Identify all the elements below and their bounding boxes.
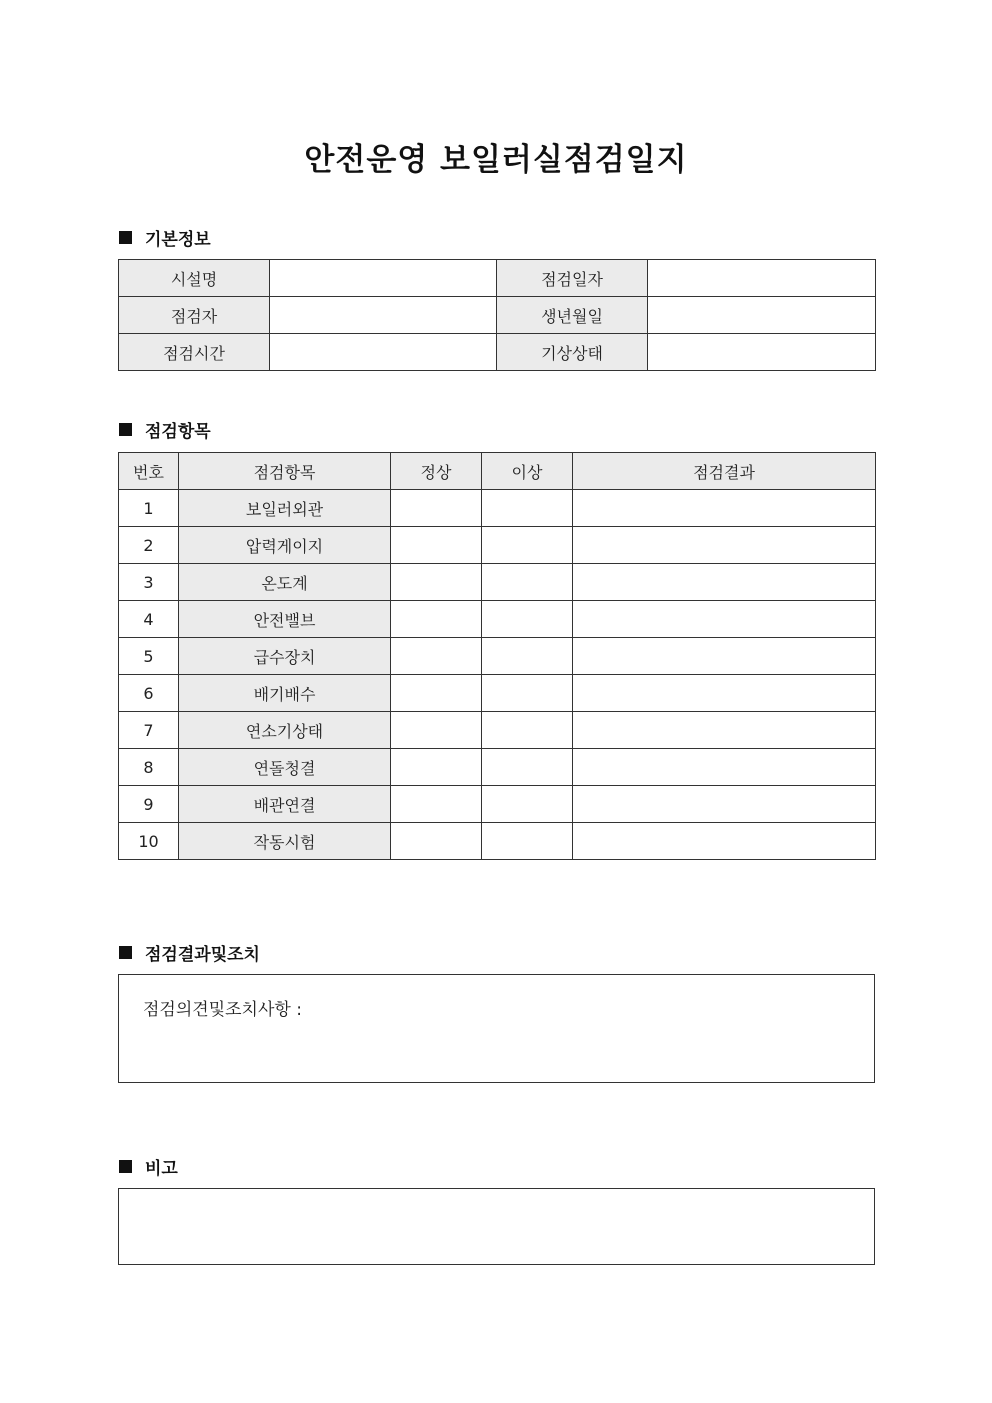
section-items xyxy=(119,417,211,442)
abnormal-cell[interactable] xyxy=(482,712,573,749)
inspection-items-table xyxy=(118,452,876,860)
section-remarks-label: 비고 xyxy=(145,1159,178,1179)
result-action-box[interactable] xyxy=(118,974,875,1083)
table-row xyxy=(119,638,876,675)
section-remarks xyxy=(119,1154,178,1179)
section-result xyxy=(119,940,260,965)
result-cell[interactable] xyxy=(573,638,876,675)
abnormal-cell[interactable] xyxy=(482,527,573,564)
normal-cell[interactable] xyxy=(391,490,482,527)
table-row xyxy=(119,260,876,297)
date-field[interactable] xyxy=(648,260,876,297)
result-cell[interactable] xyxy=(573,712,876,749)
header-abnormal: 이상 xyxy=(482,453,573,490)
table-row xyxy=(119,749,876,786)
normal-cell[interactable] xyxy=(391,749,482,786)
row-number: 2 xyxy=(119,527,179,564)
inspector-field[interactable] xyxy=(270,297,497,334)
result-cell[interactable] xyxy=(573,749,876,786)
facility-label: 시설명 xyxy=(119,260,270,297)
header-item: 점검항목 xyxy=(179,453,391,490)
row-item: 작동시험 xyxy=(179,823,391,860)
abnormal-cell[interactable] xyxy=(482,786,573,823)
normal-cell[interactable] xyxy=(391,786,482,823)
facility-field[interactable] xyxy=(270,260,497,297)
row-item: 온도계 xyxy=(179,564,391,601)
header-result: 점검결과 xyxy=(573,453,876,490)
row-number: 10 xyxy=(119,823,179,860)
normal-cell[interactable] xyxy=(391,638,482,675)
time-field[interactable] xyxy=(270,334,497,371)
row-item: 연소기상태 xyxy=(179,712,391,749)
normal-cell[interactable] xyxy=(391,564,482,601)
result-cell[interactable] xyxy=(573,823,876,860)
normal-cell[interactable] xyxy=(391,527,482,564)
abnormal-cell[interactable] xyxy=(482,823,573,860)
row-number: 8 xyxy=(119,749,179,786)
row-item: 보일러외관 xyxy=(179,490,391,527)
result-cell[interactable] xyxy=(573,601,876,638)
row-item: 급수장치 xyxy=(179,638,391,675)
table-row xyxy=(119,564,876,601)
normal-cell[interactable] xyxy=(391,712,482,749)
table-row xyxy=(119,601,876,638)
date-label: 점검일자 xyxy=(497,260,648,297)
table-row xyxy=(119,786,876,823)
document-title: 안전운영 보일러실점검일지 xyxy=(304,142,688,178)
row-item: 연돌청결 xyxy=(179,749,391,786)
abnormal-cell[interactable] xyxy=(482,564,573,601)
table-header-row xyxy=(119,453,876,490)
section-basic-info xyxy=(119,225,211,250)
section-result-label: 점검결과및조치 xyxy=(145,945,260,965)
weather-label: 기상상태 xyxy=(497,334,648,371)
table-row xyxy=(119,490,876,527)
row-number: 4 xyxy=(119,601,179,638)
abnormal-cell[interactable] xyxy=(482,749,573,786)
row-number: 6 xyxy=(119,675,179,712)
result-cell[interactable] xyxy=(573,675,876,712)
row-number: 3 xyxy=(119,564,179,601)
row-number: 1 xyxy=(119,490,179,527)
row-item: 배관연결 xyxy=(179,786,391,823)
table-row xyxy=(119,334,876,371)
row-item: 안전밸브 xyxy=(179,601,391,638)
row-number: 5 xyxy=(119,638,179,675)
table-row xyxy=(119,527,876,564)
row-item: 배기배수 xyxy=(179,675,391,712)
result-cell[interactable] xyxy=(573,786,876,823)
table-row xyxy=(119,823,876,860)
abnormal-cell[interactable] xyxy=(482,675,573,712)
row-number: 9 xyxy=(119,786,179,823)
square-bullet-icon xyxy=(119,1160,132,1173)
result-cell[interactable] xyxy=(573,564,876,601)
normal-cell[interactable] xyxy=(391,601,482,638)
square-bullet-icon xyxy=(119,231,132,244)
result-cell[interactable] xyxy=(573,490,876,527)
basic-info-table xyxy=(118,259,876,371)
abnormal-cell[interactable] xyxy=(482,638,573,675)
inspector-label: 점검자 xyxy=(119,297,270,334)
table-row xyxy=(119,297,876,334)
normal-cell[interactable] xyxy=(391,675,482,712)
header-normal: 정상 xyxy=(391,453,482,490)
header-no: 번호 xyxy=(119,453,179,490)
table-row xyxy=(119,675,876,712)
abnormal-cell[interactable] xyxy=(482,601,573,638)
normal-cell[interactable] xyxy=(391,823,482,860)
weather-field[interactable] xyxy=(648,334,876,371)
square-bullet-icon xyxy=(119,423,132,436)
remarks-box[interactable] xyxy=(118,1188,875,1265)
row-number: 7 xyxy=(119,712,179,749)
abnormal-cell[interactable] xyxy=(482,490,573,527)
section-items-label: 점검항목 xyxy=(145,422,211,442)
result-note-label: 점검의견및조치사항 : xyxy=(143,1000,302,1020)
section-basic-info-label: 기본정보 xyxy=(145,230,211,250)
birth-field[interactable] xyxy=(648,297,876,334)
result-cell[interactable] xyxy=(573,527,876,564)
square-bullet-icon xyxy=(119,946,132,959)
row-item: 압력게이지 xyxy=(179,527,391,564)
time-label: 점검시간 xyxy=(119,334,270,371)
birth-label: 생년월일 xyxy=(497,297,648,334)
table-row xyxy=(119,712,876,749)
